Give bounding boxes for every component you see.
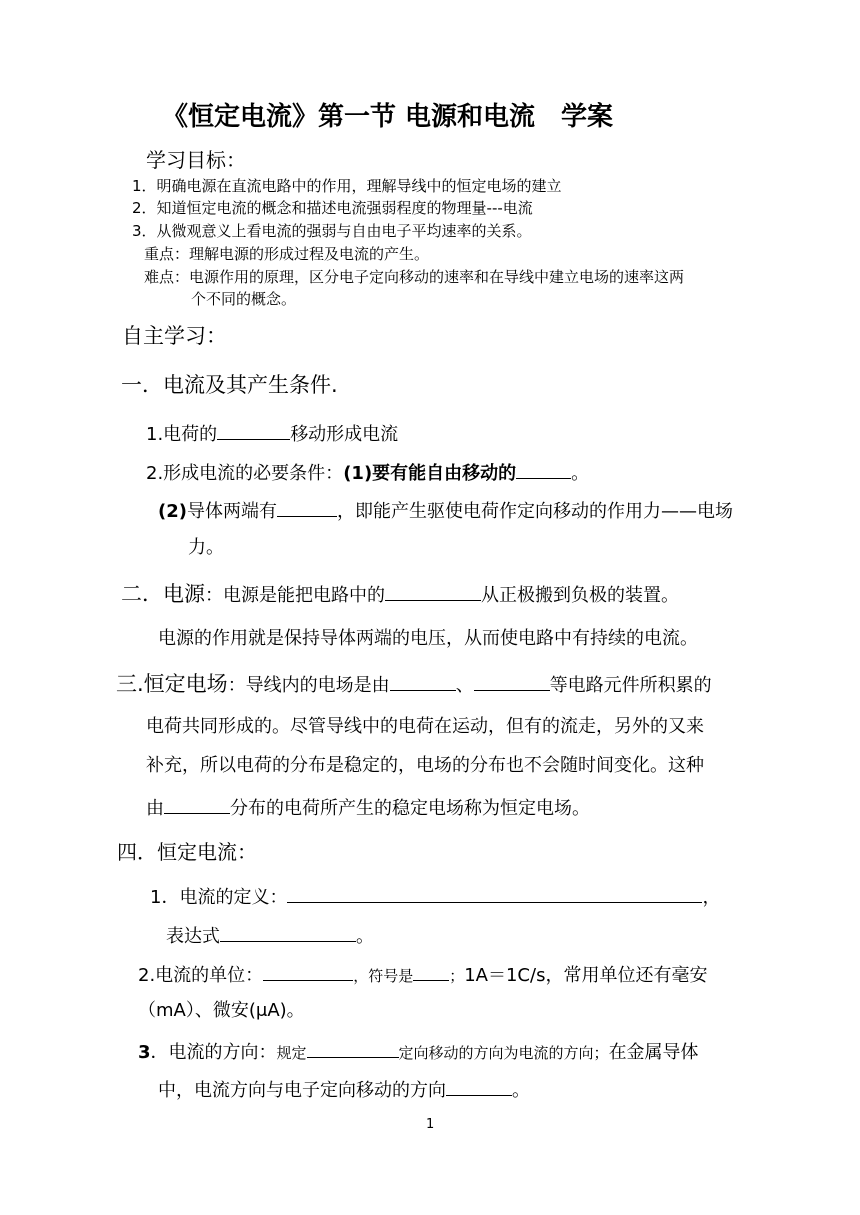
- section2-text-a: ：电源是能把电路中的: [205, 585, 385, 606]
- direction-blank-1[interactable]: [307, 1039, 399, 1058]
- q3-blank[interactable]: [277, 498, 337, 517]
- unit-blank-2[interactable]: [413, 962, 449, 981]
- unit-text-d: 1A＝1C/s，常用单位还有毫安: [464, 965, 708, 986]
- self-study-heading: 自主学习：: [122, 324, 227, 348]
- q1-text-b: 移动形成电流: [290, 424, 399, 445]
- q2-text-a: 2.形成电流的必要条件：: [146, 463, 344, 484]
- section1-heading: 一．电流及其产生条件.: [121, 373, 338, 397]
- q1-text-a: 1.电荷的: [146, 424, 218, 445]
- difficulty-line-2: 个不同的概念。: [191, 290, 297, 308]
- q3-text-c: ，即能产生驱使电荷作定向移动的作用力——电场: [336, 501, 733, 522]
- direction-text-b: ．电流的方向：: [150, 1042, 277, 1063]
- section1-q1: [146, 421, 398, 446]
- section4-definition: [150, 884, 720, 909]
- direction-line2-a: 中，电流方向与电子定向移动的方向: [158, 1080, 446, 1101]
- section3-blank-1[interactable]: [390, 672, 456, 691]
- key-point: 重点：理解电源的形成过程及电流的产生。: [144, 245, 430, 263]
- section3-blank-3[interactable]: [164, 795, 230, 814]
- q2-text-c: 。: [571, 463, 590, 484]
- expression-text-a: 表达式: [166, 926, 220, 947]
- section3-line4-b: 分布的电荷所产生的稳定电场称为恒定电场。: [230, 798, 590, 819]
- definition-text-a: 1．电流的定义：: [150, 887, 288, 908]
- section1-q3-cont: 力。: [188, 537, 224, 558]
- section1-q2: [146, 460, 589, 485]
- q2-text-b: (1)要有能自由移动的: [343, 463, 517, 484]
- page-title: 《恒定电流》第一节 电源和电流 学案: [162, 102, 614, 132]
- section4-expression: [166, 923, 374, 948]
- direction-blank-2[interactable]: [446, 1077, 512, 1096]
- direction-text-d: 定向移动的方向为电流的方向；: [398, 1044, 609, 1062]
- section4-unit-line2: （mA）、微安(μA)。: [138, 1000, 305, 1021]
- section2-text-b: 从正极搬到负极的装置。: [481, 585, 679, 606]
- q3-text-a: (2): [158, 501, 187, 522]
- section3-line3: 补充，所以电荷的分布是稳定的，电场的分布也不会随时间变化。这种: [146, 755, 704, 776]
- section3-blank-2[interactable]: [474, 672, 550, 691]
- section4-direction: [138, 1039, 699, 1064]
- unit-blank-1[interactable]: [263, 962, 353, 981]
- unit-text-a: 2.电流的单位：: [138, 965, 264, 986]
- section2-blank[interactable]: [385, 582, 481, 601]
- direction-text-a: 3: [138, 1042, 151, 1063]
- section3-text-c: 等电路元件所积累的: [549, 675, 712, 696]
- section3-text-b: 、: [455, 675, 474, 696]
- definition-text-b: ，: [702, 887, 721, 908]
- section3-line4: [146, 795, 590, 820]
- direction-text-c: 规定: [276, 1044, 307, 1062]
- objectives-heading: 学习目标：: [146, 148, 246, 172]
- section2-heading: 二．电源: [121, 582, 205, 606]
- direction-line2-b: 。: [512, 1080, 530, 1101]
- section2-line1: [121, 582, 679, 607]
- objective-item-1: 1．明确电源在直流电路中的作用，理解导线中的恒定电场的建立: [132, 177, 562, 195]
- page-number: 1: [426, 1117, 435, 1132]
- objective-item-3: 3．从微观意义上看电流的强弱与自由电子平均速率的关系。: [132, 222, 532, 240]
- section3-line2: 电荷共同形成的。尽管导线中的电荷在运动，但有的流走，另外的又来: [146, 716, 704, 737]
- section2-line2: 电源的作用就是保持导体两端的电压，从而使电路中有持续的电流。: [158, 628, 698, 649]
- section3-line1: [116, 672, 712, 697]
- unit-text-c: ；: [449, 967, 465, 985]
- section4-heading: 四．恒定电流：: [117, 840, 257, 864]
- section3-line4-a: 由: [146, 798, 164, 819]
- section1-q3: [158, 498, 733, 523]
- q1-blank[interactable]: [217, 421, 290, 440]
- section4-unit: [138, 962, 707, 987]
- objective-item-2: 2．知道恒定电流的概念和描述电流强弱程度的物理量---电流: [132, 199, 533, 217]
- section4-direction-line2: [158, 1077, 530, 1102]
- expression-blank[interactable]: [220, 923, 356, 942]
- definition-blank[interactable]: [287, 884, 702, 903]
- section3-text-a: ：导线内的电场是由: [227, 675, 390, 696]
- expression-text-b: 。: [356, 926, 374, 947]
- direction-text-e: 在金属导体: [608, 1042, 699, 1063]
- section3-heading: 三.恒定电场: [116, 672, 228, 696]
- unit-text-b: ，符号是: [353, 967, 414, 985]
- q3-text-b: 导体两端有: [186, 501, 277, 522]
- q2-blank[interactable]: [516, 460, 571, 479]
- difficulty-line-1: 难点：电源作用的原理，区分电子定向移动的速率和在导线中建立电场的速率这两: [144, 268, 685, 286]
